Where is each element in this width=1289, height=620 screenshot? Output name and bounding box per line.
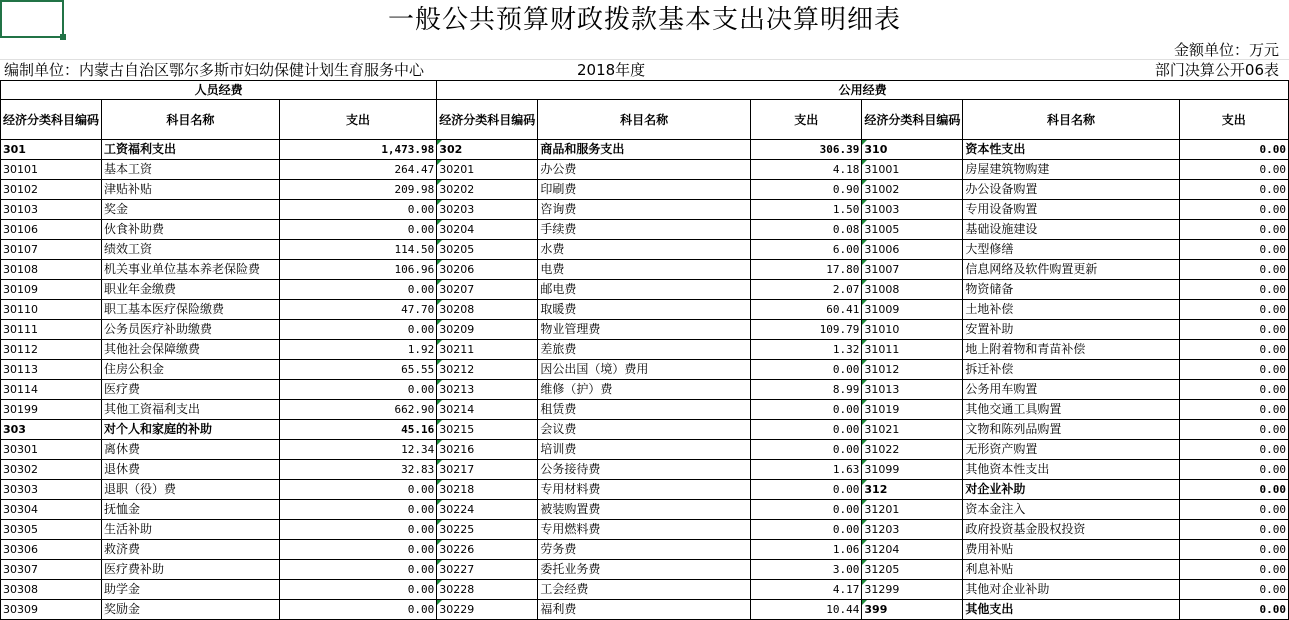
code-cell[interactable]: 30216 [437, 440, 538, 460]
col-header-amount: 支出 [279, 100, 437, 140]
name-cell[interactable]: 咨询费 [538, 200, 751, 220]
amount-cell[interactable]: 0.00 [1179, 520, 1288, 540]
name-cell[interactable]: 公务接待费 [538, 460, 751, 480]
code-cell[interactable]: 30212 [437, 360, 538, 380]
code-cell[interactable]: 31204 [862, 540, 963, 560]
name-cell[interactable]: 培训费 [538, 440, 751, 460]
amount-cell[interactable]: 0.00 [279, 600, 437, 620]
code-cell[interactable]: 399 [862, 600, 963, 620]
table-row [1, 380, 1289, 400]
name-cell[interactable]: 抚恤金 [102, 500, 280, 520]
table-row [1, 540, 1289, 560]
table-row [1, 460, 1289, 480]
name-cell[interactable]: 物资储备 [963, 280, 1179, 300]
col-header-name: 科目名称 [102, 100, 280, 140]
code-cell[interactable]: 30208 [437, 300, 538, 320]
name-cell[interactable]: 资本性支出 [963, 140, 1179, 160]
col-header-amount: 支出 [1179, 100, 1288, 140]
name-cell[interactable]: 被装购置费 [538, 500, 751, 520]
code-cell[interactable]: 30203 [437, 200, 538, 220]
col-header-amount: 支出 [751, 100, 862, 140]
table-row [1, 580, 1289, 600]
name-cell[interactable]: 电费 [538, 260, 751, 280]
table-row [1, 240, 1289, 260]
amount-cell[interactable]: 0.00 [1179, 260, 1288, 280]
code-cell[interactable]: 30201 [437, 160, 538, 180]
code-cell[interactable]: 31021 [862, 420, 963, 440]
amount-cell[interactable]: 0.00 [1179, 420, 1288, 440]
amount-cell[interactable]: 0.00 [751, 420, 862, 440]
name-cell[interactable]: 其他对企业补助 [963, 580, 1179, 600]
code-cell[interactable]: 30207 [437, 280, 538, 300]
code-cell[interactable]: 30101 [1, 160, 102, 180]
name-cell[interactable]: 医疗费 [102, 380, 280, 400]
amount-cell[interactable]: 0.00 [751, 480, 862, 500]
code-cell[interactable]: 30226 [437, 540, 538, 560]
name-cell[interactable]: 差旅费 [538, 340, 751, 360]
amount-cell[interactable]: 0.00 [751, 360, 862, 380]
name-cell[interactable]: 住房公积金 [102, 360, 280, 380]
code-cell[interactable]: 30227 [437, 560, 538, 580]
name-cell[interactable]: 助学金 [102, 580, 280, 600]
name-cell[interactable]: 地上附着物和青苗补偿 [963, 340, 1179, 360]
code-cell[interactable]: 31019 [862, 400, 963, 420]
name-cell[interactable]: 福利费 [538, 600, 751, 620]
amount-cell[interactable]: 0.00 [1179, 440, 1288, 460]
code-cell[interactable]: 31002 [862, 180, 963, 200]
code-cell[interactable]: 31001 [862, 160, 963, 180]
amount-cell[interactable]: 47.70 [279, 300, 437, 320]
amount-cell[interactable]: 3.00 [751, 560, 862, 580]
code-cell[interactable]: 30103 [1, 200, 102, 220]
code-cell[interactable]: 31299 [862, 580, 963, 600]
code-cell[interactable]: 302 [437, 140, 538, 160]
amount-cell[interactable]: 0.00 [1179, 460, 1288, 480]
amount-cell[interactable]: 264.47 [279, 160, 437, 180]
table-row [1, 600, 1289, 620]
table-row [1, 520, 1289, 540]
name-cell[interactable]: 拆迁补偿 [963, 360, 1179, 380]
name-cell[interactable]: 其他社会保障缴费 [102, 340, 280, 360]
code-cell[interactable]: 301 [1, 140, 102, 160]
amount-cell[interactable]: 0.00 [1179, 220, 1288, 240]
col-header-code: 经济分类科目编码 [437, 100, 538, 140]
code-cell[interactable]: 30109 [1, 280, 102, 300]
code-cell[interactable]: 30114 [1, 380, 102, 400]
name-cell[interactable]: 专用材料费 [538, 480, 751, 500]
amount-cell[interactable]: 0.00 [1179, 360, 1288, 380]
amount-cell[interactable]: 0.00 [279, 560, 437, 580]
amount-cell[interactable]: 0.00 [279, 220, 437, 240]
code-cell[interactable]: 312 [862, 480, 963, 500]
table-row [1, 320, 1289, 340]
name-cell[interactable]: 会议费 [538, 420, 751, 440]
code-cell[interactable]: 30202 [437, 180, 538, 200]
amount-cell[interactable]: 0.00 [1179, 380, 1288, 400]
amount-cell[interactable]: 106.96 [279, 260, 437, 280]
code-cell[interactable]: 30206 [437, 260, 538, 280]
name-cell[interactable]: 物业管理费 [538, 320, 751, 340]
col-header-code: 经济分类科目编码 [1, 100, 102, 140]
amount-cell[interactable]: 10.44 [751, 600, 862, 620]
code-cell[interactable]: 30303 [1, 480, 102, 500]
name-cell[interactable]: 文物和陈列品购置 [963, 420, 1179, 440]
name-cell[interactable]: 租赁费 [538, 400, 751, 420]
name-cell[interactable]: 政府投资基金股权投资 [963, 520, 1179, 540]
table-row [1, 160, 1289, 180]
amount-cell[interactable]: 2.07 [751, 280, 862, 300]
amount-cell[interactable]: 0.00 [1179, 340, 1288, 360]
code-cell[interactable]: 30224 [437, 500, 538, 520]
amount-cell[interactable]: 0.00 [279, 480, 437, 500]
code-cell[interactable]: 31006 [862, 240, 963, 260]
name-cell[interactable]: 信息网络及软件购置更新 [963, 260, 1179, 280]
code-cell[interactable]: 30204 [437, 220, 538, 240]
amount-cell[interactable]: 0.00 [1179, 240, 1288, 260]
name-cell[interactable]: 委托业务费 [538, 560, 751, 580]
amount-cell[interactable]: 0.00 [751, 520, 862, 540]
amount-cell[interactable]: 662.90 [279, 400, 437, 420]
name-cell[interactable]: 专用设备购置 [963, 200, 1179, 220]
code-cell[interactable]: 30301 [1, 440, 102, 460]
amount-cell[interactable]: 6.00 [751, 240, 862, 260]
amount-cell[interactable]: 1.50 [751, 200, 862, 220]
amount-cell[interactable]: 65.55 [279, 360, 437, 380]
code-cell[interactable]: 30211 [437, 340, 538, 360]
table-row [1, 400, 1289, 420]
code-cell[interactable]: 30102 [1, 180, 102, 200]
name-cell[interactable]: 无形资产购置 [963, 440, 1179, 460]
name-cell[interactable]: 费用补贴 [963, 540, 1179, 560]
amount-cell[interactable]: 0.00 [1179, 180, 1288, 200]
amount-cell[interactable]: 0.00 [1179, 200, 1288, 220]
name-cell[interactable]: 奖金 [102, 200, 280, 220]
name-cell[interactable]: 印刷费 [538, 180, 751, 200]
code-cell[interactable]: 30205 [437, 240, 538, 260]
table-row [1, 260, 1289, 280]
name-cell[interactable]: 维修（护）费 [538, 380, 751, 400]
name-cell[interactable]: 安置补助 [963, 320, 1179, 340]
name-cell[interactable]: 津贴补贴 [102, 180, 280, 200]
name-cell[interactable]: 劳务费 [538, 540, 751, 560]
code-cell[interactable]: 30218 [437, 480, 538, 500]
amount-cell[interactable]: 0.00 [1179, 140, 1288, 160]
code-cell[interactable]: 31012 [862, 360, 963, 380]
amount-cell[interactable]: 1.06 [751, 540, 862, 560]
code-cell[interactable]: 31005 [862, 220, 963, 240]
amount-cell[interactable]: 0.00 [1179, 560, 1288, 580]
name-cell[interactable]: 职业年金缴费 [102, 280, 280, 300]
name-cell[interactable]: 对企业补助 [963, 480, 1179, 500]
code-cell[interactable]: 30110 [1, 300, 102, 320]
code-cell[interactable]: 310 [862, 140, 963, 160]
section-personnel: 人员经费 [1, 81, 437, 100]
amount-cell[interactable]: 1.92 [279, 340, 437, 360]
code-cell[interactable]: 30225 [437, 520, 538, 540]
amount-cell[interactable]: 0.00 [1179, 480, 1288, 500]
amount-cell[interactable]: 0.00 [1179, 540, 1288, 560]
amount-cell[interactable]: 12.34 [279, 440, 437, 460]
name-cell[interactable]: 离休费 [102, 440, 280, 460]
code-cell[interactable]: 30306 [1, 540, 102, 560]
name-cell[interactable]: 办公设备购置 [963, 180, 1179, 200]
table-row [1, 200, 1289, 220]
amount-cell[interactable]: 0.00 [279, 500, 437, 520]
code-cell[interactable]: 31009 [862, 300, 963, 320]
amount-cell[interactable]: 0.00 [279, 200, 437, 220]
amount-cell[interactable]: 0.00 [1179, 160, 1288, 180]
code-cell[interactable]: 30229 [437, 600, 538, 620]
code-cell[interactable]: 31013 [862, 380, 963, 400]
name-cell[interactable]: 救济费 [102, 540, 280, 560]
name-cell[interactable]: 办公费 [538, 160, 751, 180]
name-cell[interactable]: 绩效工资 [102, 240, 280, 260]
code-cell[interactable]: 31008 [862, 280, 963, 300]
code-cell[interactable]: 30308 [1, 580, 102, 600]
name-cell[interactable]: 医疗费补助 [102, 560, 280, 580]
code-cell[interactable]: 30108 [1, 260, 102, 280]
name-cell[interactable]: 房屋建筑物购建 [963, 160, 1179, 180]
amount-cell[interactable]: 209.98 [279, 180, 437, 200]
amount-cell[interactable]: 0.00 [279, 320, 437, 340]
amount-cell[interactable]: 60.41 [751, 300, 862, 320]
amount-cell[interactable]: 114.50 [279, 240, 437, 260]
code-cell[interactable]: 31022 [862, 440, 963, 460]
fiscal-year: 2018年度 [577, 61, 646, 79]
name-cell[interactable]: 奖励金 [102, 600, 280, 620]
amount-cell[interactable]: 4.17 [751, 580, 862, 600]
name-cell[interactable]: 取暖费 [538, 300, 751, 320]
form-number: 部门决算公开06表 [1154, 61, 1279, 79]
section-public: 公用经费 [437, 81, 1289, 100]
code-cell[interactable]: 30304 [1, 500, 102, 520]
table-row [1, 140, 1289, 160]
code-cell[interactable]: 31010 [862, 320, 963, 340]
name-cell[interactable]: 对个人和家庭的补助 [102, 420, 280, 440]
amount-cell[interactable]: 0.90 [751, 180, 862, 200]
name-cell[interactable]: 专用燃料费 [538, 520, 751, 540]
amount-cell[interactable]: 0.00 [1179, 600, 1288, 620]
amount-cell[interactable]: 0.08 [751, 220, 862, 240]
expense-table [0, 80, 1289, 620]
reporting-org: 编制单位：内蒙古自治区鄂尔多斯市妇幼保健计划生育服务中心 [4, 61, 425, 79]
code-cell[interactable]: 30106 [1, 220, 102, 240]
amount-cell[interactable]: 0.00 [751, 400, 862, 420]
name-cell[interactable]: 资本金注入 [963, 500, 1179, 520]
code-cell[interactable]: 303 [1, 420, 102, 440]
table-row [1, 340, 1289, 360]
amount-cell[interactable]: 0.00 [1179, 400, 1288, 420]
code-cell[interactable]: 30111 [1, 320, 102, 340]
section-header-row [1, 81, 1289, 100]
table-row [1, 500, 1289, 520]
code-cell[interactable]: 30214 [437, 400, 538, 420]
selected-cell[interactable] [0, 0, 64, 38]
code-cell[interactable]: 30228 [437, 580, 538, 600]
fill-handle[interactable] [60, 34, 66, 40]
code-cell[interactable]: 31007 [862, 260, 963, 280]
amount-cell[interactable]: 0.00 [751, 500, 862, 520]
amount-cell[interactable]: 8.99 [751, 380, 862, 400]
name-cell[interactable]: 退职（役）费 [102, 480, 280, 500]
amount-cell[interactable]: 0.00 [1179, 280, 1288, 300]
code-cell[interactable]: 30307 [1, 560, 102, 580]
name-cell[interactable]: 基础设施建设 [963, 220, 1179, 240]
code-cell[interactable]: 31011 [862, 340, 963, 360]
amount-cell[interactable]: 1.63 [751, 460, 862, 480]
table-row [1, 300, 1289, 320]
table-row [1, 440, 1289, 460]
table-row [1, 280, 1289, 300]
col-header-code: 经济分类科目编码 [862, 100, 963, 140]
column-header-row [1, 100, 1289, 140]
amount-cell[interactable]: 0.00 [279, 380, 437, 400]
code-cell[interactable]: 31205 [862, 560, 963, 580]
name-cell[interactable]: 其他交通工具购置 [963, 400, 1179, 420]
code-cell[interactable]: 30107 [1, 240, 102, 260]
code-cell[interactable]: 30309 [1, 600, 102, 620]
name-cell[interactable]: 利息补贴 [963, 560, 1179, 580]
name-cell[interactable]: 工会经费 [538, 580, 751, 600]
amount-cell[interactable]: 0.00 [1179, 580, 1288, 600]
table-row [1, 480, 1289, 500]
amount-cell[interactable]: 0.00 [1179, 500, 1288, 520]
amount-cell[interactable]: 1.32 [751, 340, 862, 360]
name-cell[interactable]: 水费 [538, 240, 751, 260]
name-cell[interactable]: 其他资本性支出 [963, 460, 1179, 480]
table-row [1, 560, 1289, 580]
code-cell[interactable]: 30199 [1, 400, 102, 420]
code-cell[interactable]: 31099 [862, 460, 963, 480]
code-cell[interactable]: 30113 [1, 360, 102, 380]
code-cell[interactable]: 30209 [437, 320, 538, 340]
code-cell[interactable]: 30305 [1, 520, 102, 540]
amount-cell[interactable]: 0.00 [279, 580, 437, 600]
code-cell[interactable]: 31201 [862, 500, 963, 520]
table-row [1, 220, 1289, 240]
name-cell[interactable]: 退休费 [102, 460, 280, 480]
amount-cell[interactable]: 0.00 [279, 280, 437, 300]
amount-cell[interactable]: 0.00 [1179, 300, 1288, 320]
name-cell[interactable]: 因公出国（境）费用 [538, 360, 751, 380]
col-header-name: 科目名称 [963, 100, 1179, 140]
amount-cell[interactable]: 4.18 [751, 160, 862, 180]
name-cell[interactable]: 公务员医疗补助缴费 [102, 320, 280, 340]
code-cell[interactable]: 30217 [437, 460, 538, 480]
table-row [1, 360, 1289, 380]
table-row [1, 180, 1289, 200]
report-title: 一般公共预算财政拨款基本支出决算明细表 [387, 5, 901, 35]
name-cell[interactable]: 其他工资福利支出 [102, 400, 280, 420]
code-cell[interactable]: 30112 [1, 340, 102, 360]
amount-cell[interactable]: 32.83 [279, 460, 437, 480]
name-cell[interactable]: 基本工资 [102, 160, 280, 180]
amount-cell[interactable]: 0.00 [1179, 320, 1288, 340]
col-header-name: 科目名称 [538, 100, 751, 140]
name-cell[interactable]: 职工基本医疗保险缴费 [102, 300, 280, 320]
name-cell[interactable]: 手续费 [538, 220, 751, 240]
amount-cell[interactable]: 0.00 [279, 520, 437, 540]
code-cell[interactable]: 30302 [1, 460, 102, 480]
name-cell[interactable]: 土地补偿 [963, 300, 1179, 320]
name-cell[interactable]: 机关事业单位基本养老保险费 [102, 260, 280, 280]
name-cell[interactable]: 邮电费 [538, 280, 751, 300]
amount-cell[interactable]: 0.00 [751, 440, 862, 460]
name-cell[interactable]: 伙食补助费 [102, 220, 280, 240]
amount-unit: 金额单位：万元 [1173, 41, 1279, 59]
name-cell[interactable]: 公务用车购置 [963, 380, 1179, 400]
code-cell[interactable]: 30213 [437, 380, 538, 400]
amount-cell[interactable]: 306.39 [751, 140, 862, 160]
code-cell[interactable]: 30215 [437, 420, 538, 440]
amount-cell[interactable]: 45.16 [279, 420, 437, 440]
table-row [1, 420, 1289, 440]
amount-cell[interactable]: 1,473.98 [279, 140, 437, 160]
amount-cell[interactable]: 109.79 [751, 320, 862, 340]
amount-cell[interactable]: 0.00 [279, 540, 437, 560]
code-cell[interactable]: 31203 [862, 520, 963, 540]
name-cell[interactable]: 生活补助 [102, 520, 280, 540]
name-cell[interactable]: 商品和服务支出 [538, 140, 751, 160]
amount-cell[interactable]: 17.80 [751, 260, 862, 280]
name-cell[interactable]: 工资福利支出 [102, 140, 280, 160]
code-cell[interactable]: 31003 [862, 200, 963, 220]
name-cell[interactable]: 大型修缮 [963, 240, 1179, 260]
name-cell[interactable]: 其他支出 [963, 600, 1179, 620]
